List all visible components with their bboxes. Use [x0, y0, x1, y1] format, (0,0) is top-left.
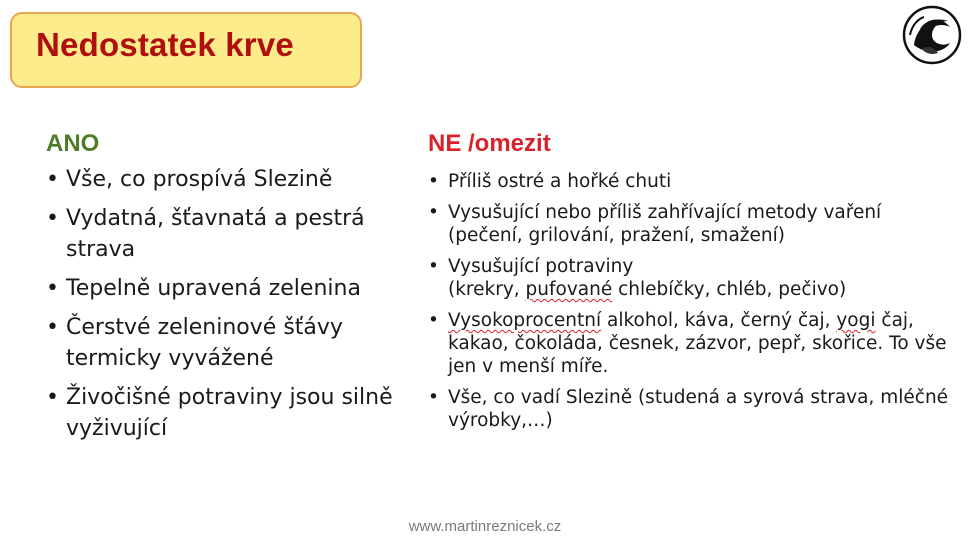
- list-item: [46, 164, 406, 195]
- list-item-text: Vše, co prospívá Slezině: [66, 167, 333, 192]
- bullet: •: [46, 385, 59, 410]
- bullet: •: [46, 206, 59, 231]
- subtext-part: (krekry,: [448, 279, 526, 300]
- bullet: •: [46, 167, 59, 192]
- list-item-text: Příliš ostré a hořké chuti: [448, 171, 672, 192]
- list-item: [46, 312, 406, 374]
- spellcheck-flagged-word: Vysokoprocentní: [448, 310, 602, 331]
- list-item: [46, 382, 406, 444]
- text-part: čaj, kakao, čokoláda, česnek, zázvor, pepř, skořice. To vše jen v menší míře.: [448, 310, 947, 377]
- title-box: [10, 12, 362, 88]
- spellcheck-flagged-word: yogi: [836, 310, 876, 331]
- dragon-logo-icon: [902, 5, 962, 65]
- ano-heading: ANO: [46, 130, 100, 157]
- subtext-part: chlebíčky, chléb, pečivo): [612, 279, 847, 300]
- bullet: •: [46, 315, 59, 340]
- list-item-text: Vydatná, šťavnatá a pestrá strava: [66, 206, 365, 262]
- list-item: [428, 386, 958, 432]
- list-item-text: Tepelně upravená zelenina: [66, 276, 361, 301]
- list-item: [46, 273, 406, 304]
- bullet: •: [428, 202, 439, 223]
- ne-column: [428, 130, 958, 440]
- list-item-text: Čerstvé zeleninové šťávy termicky vyvážené: [66, 315, 343, 371]
- slide-title: Nedostatek krve: [36, 26, 294, 63]
- ne-heading: NE /omezit: [428, 130, 551, 157]
- list-item-subtext: [448, 278, 958, 301]
- list-item: [428, 170, 958, 193]
- bullet: •: [428, 387, 439, 408]
- bullet: •: [46, 276, 59, 301]
- bullet: •: [428, 171, 439, 192]
- list-item-text: Živočišné potraviny jsou silně vyživující: [66, 385, 393, 441]
- list-item-text: Vysušující nebo příliš zahřívající metody vaření: [448, 202, 882, 223]
- list-item: [428, 201, 958, 247]
- spellcheck-flagged-word: pufované: [525, 279, 613, 300]
- list-item-text: Vše, co vadí Slezině (studená a syrová strava, mléčné výrobky,…): [448, 387, 949, 431]
- list-item-text: Vysušující potraviny: [448, 256, 634, 277]
- ano-list: [46, 164, 406, 444]
- list-item: [428, 309, 958, 378]
- bullet: •: [428, 256, 439, 277]
- text-part: alkohol, káva, černý čaj,: [601, 310, 837, 331]
- footer-url: www.martinreznicek.cz: [408, 518, 562, 535]
- list-item-text: [448, 310, 947, 377]
- ne-list: [428, 170, 958, 432]
- list-item-subtext: (pečení, grilování, pražení, smažení): [448, 225, 785, 246]
- bullet: •: [428, 310, 439, 331]
- ano-column: [46, 130, 406, 452]
- list-item: [428, 255, 958, 301]
- list-item: [46, 203, 406, 265]
